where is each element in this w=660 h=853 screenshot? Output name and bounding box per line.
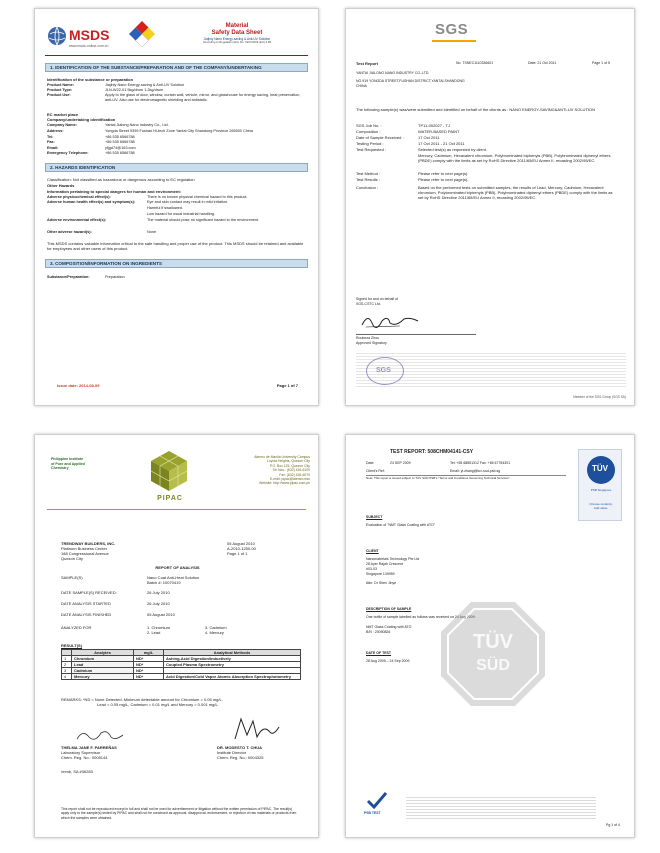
pipac-sig2-reg: Chem. Reg. No.: 0004325 — [217, 755, 264, 760]
sgs-signed-line2: SGS-CSTC Ltd. — [356, 302, 381, 306]
msds-page-number: Page 1 of 7 — [276, 383, 298, 388]
msds-issue-date: Issue date: 2014-08-09 — [57, 383, 100, 388]
sgs-row: Testing Period : 17 Oct 2011 - 21 Oct 2011 — [356, 141, 465, 146]
tuv-date-label: Date: — [366, 461, 375, 465]
sgs-signature-line — [356, 334, 476, 335]
sgs-logo-underline — [432, 40, 476, 42]
sgs-row: Test Requested : Selected test(s) as requested by client. — [356, 147, 487, 152]
pipac-sample-label: SAMPLE(S) — [61, 575, 83, 580]
sgs-row: Test Method : Please refer to next page(s). — [356, 171, 469, 176]
tuv-badge-emblem-icon: TÜV — [587, 456, 615, 484]
sgs-signer-name: Roubeza Zhou — [356, 336, 379, 340]
msds-logo-text: MSDS — [69, 27, 110, 43]
tuv-client-line: #03-03 — [366, 567, 377, 571]
tuv-badge — [578, 449, 622, 521]
pipac-started-value: 26 July 2010 — [147, 601, 170, 606]
tuv-document — [345, 434, 635, 838]
tuv-footer-fine-print — [406, 797, 596, 819]
tuv-client-heading: CLIENT — [366, 549, 379, 553]
tuv-email: Email: yi.zhang@tuv-sud-psb.sg — [450, 469, 501, 473]
msds-logo-site: www.msds-online.com.cn — [69, 44, 109, 48]
tuv-attn: Attn: Dr Shen Jinye — [366, 581, 397, 585]
msds-field-row: Low hazard for usual industrial handling. — [147, 212, 215, 216]
pipac-analyzed-item: 2. Lead — [147, 630, 161, 635]
pipac-remarks-line1: REMARKS: *ND = None Detected. Minimum detectable amount for Chromium = 0.05 mg/L, — [61, 697, 223, 702]
tuv-date-test-heading: DATE OF TEST — [366, 651, 392, 655]
tuv-page-number: Pg 1 of 4 — [605, 823, 620, 827]
tuv-date-test-value: 28 Aug 2009 – 24 Sep 2009 — [366, 659, 410, 663]
pipac-sig1-name: THELMA JANE F. PARREÑAS — [61, 745, 117, 750]
msds-field-row: Product Name: Jiajinly Nano Energy-saving & Anti-UV Solution — [47, 83, 185, 87]
sgs-row: Mercury, Cadmium, Hexavalent chromium, Polybrominated biphenyls (PBB), Polybrominated diphenyl ethers (PBDE) comply with the limits as set by RoHS Directive 2011/65/EU Annex II, recasting 2002/95/EC. — [418, 153, 611, 164]
tuv-ref-label: Client's Ref: — [366, 469, 385, 473]
psb-test-logo-icon — [366, 791, 388, 809]
pipac-sig2-title: Institute Director — [217, 750, 247, 755]
table-row: 1 Chromium ND* Ashing-Acid Digestion/Inductively — [62, 656, 301, 662]
msds-title-sub: Jiajinly Nano Energy-saving & Anti-UV Solution — [203, 37, 271, 41]
pipac-sig1-title: Laboratory Supervisor — [61, 750, 101, 755]
tuv-footer-left: PSB TEST — [364, 811, 381, 815]
msds-field-row: Address: Yongda Street 9399 Fushan Hi-tech Zone Yantai City Shandong Province 265500 China — [47, 129, 253, 133]
pipac-analyzed-item: 3. Cadmium — [205, 625, 227, 630]
pipac-client-addr2: 188 Congressional Avenue — [61, 551, 109, 556]
pipac-results-label: RESULT(S) — [61, 643, 83, 648]
msds-divider — [45, 55, 308, 56]
pipac-analyzed-item: 1. Chromium — [147, 625, 170, 630]
pipac-report-title: REPORT OF ANALYSIS — [155, 565, 200, 570]
pipac-page-number: Page 1 of 1 — [227, 551, 248, 556]
msds-sec1-sub: Identification of the substance or preparation — [47, 77, 134, 82]
table-row: 3 Cadmium ND* — [62, 668, 301, 674]
pipac-sig2-name: DR. MODESTO T. CHUA — [217, 745, 263, 750]
msds-field-row: Adverse human health effect(s) and symptom(s): Eye and skin contact may result in mild irritation. — [47, 200, 229, 204]
pipac-client-addr1: Platinum Business Center — [61, 546, 108, 551]
tuv-stamp-bottom: SÜD — [476, 657, 510, 674]
msds-field-row: Adverse physicochemical effect(s): There is no known physical chemical hazard to this product. — [47, 195, 248, 199]
pipac-cube-logo-icon — [147, 449, 191, 493]
msds-field-row: Adverse environmental effect(s): The material should pose no significant hazard to the environment. — [47, 218, 260, 222]
msds-section-3-heading: 3. COMPOSITION/INFORMATION ON INGREDIENTS — [45, 259, 308, 268]
tuv-desc-line: NMT Glass Coating with ATO — [366, 625, 412, 629]
tuv-subject-value: Evaluation of "NMT Glass Coating with ATO" — [366, 523, 436, 527]
sgs-signature-icon — [360, 311, 420, 331]
pipac-client-addr3: Quezon City — [61, 556, 84, 561]
sgs-row: Test Results : Please refer to next page(s). — [356, 177, 469, 182]
pipac-finished-value: 05 August 2010 — [147, 612, 175, 617]
tuv-tel: Tel: +65 68851312 Fax: +65 67784301 — [450, 461, 511, 465]
sgs-report-no: No. TSNEC1110336601 — [456, 61, 494, 65]
sgs-row: Date of Sample Received : 17 Oct 2011 — [356, 135, 440, 140]
sgs-document — [345, 8, 635, 406]
tuv-client-line: 28 Ayer Rajah Crescent — [366, 562, 403, 566]
pipac-analyzed-label: ANALYZED FOR — [61, 625, 92, 630]
sgs-logo — [432, 19, 476, 41]
pipac-date: 05 August 2010 — [227, 541, 255, 546]
tuv-badge-small: PSB Singapore — [590, 488, 612, 492]
msds-field-row: Fax: +86 535 6566788 — [47, 140, 135, 144]
globe-icon — [47, 25, 67, 49]
pipac-received-label: DATE SAMPLE(S) RECEIVED: — [61, 590, 117, 595]
sgs-signer-title: Approved Signatory — [356, 341, 387, 345]
tuv-client-line: Nanomaterials Technology Pte Ltd — [366, 557, 420, 561]
tuv-desc-line: B/N : 20090826 — [366, 630, 391, 634]
sgs-logo-text: SGS — [435, 21, 469, 38]
msds-title — [167, 23, 307, 45]
pipac-received-value: 26 July 2010 — [147, 590, 170, 595]
pipac-header-divider — [47, 509, 306, 510]
sgs-footer-member: Member of the SGS Group (SGS SA) — [573, 395, 626, 399]
msds-field-row: Company Name: Yantai Jialong Nano Industry Co., Ltd. — [47, 123, 169, 127]
tuv-desc-line: One bottle of sample labelled as follows was received on 24 Aug 2009: — [366, 615, 476, 619]
tuv-note: Note: This report is issued subject to TÜV SÜD PSB's "Terms and Conditions Governing Technical Services". — [366, 476, 511, 480]
table-row: 2 Lead ND* Coupled Plasma Spectrometry — [62, 662, 301, 668]
table-row: 4 Mercury ND* Acid Digestion/Cold Vapor Atomic Absorption Spectrophotometry — [62, 674, 301, 680]
sgs-address-1: NO.919 YONGDA STREET,FUSHAN DISTRICT,YANTAI,SHANDONG — [356, 79, 465, 83]
msds-ec-heading: EC market place — [47, 112, 79, 117]
sgs-intro: The following sample(s) was/were submitted and identified on behalf of the clients as : NANO ENERGY-SAVING&ANTI-UV SOLUTION — [356, 107, 595, 112]
msds-classification: Classification: Not classified as hazardous or dangerous according to EC regulation — [47, 177, 195, 182]
pipac-finished-label: DATE ANALYSIS FINISHED — [61, 612, 112, 617]
msds-field-row: Other adverse hazard(s): None — [47, 230, 157, 234]
sgs-row: SGS Job No. : TP11-002027 - TJ — [356, 123, 450, 128]
tuv-title: TEST REPORT: 508CHM04141-CSY — [390, 449, 474, 455]
msds-section-2-heading: 2. HAZARDS IDENTIFICATION — [45, 163, 308, 172]
msds-field-row: Email: ytjgd74@163.com — [47, 146, 136, 150]
pipac-sample-batch: Batch #: 10070419 — [147, 580, 181, 585]
msds-other-hazards: Other Hazards — [47, 183, 75, 188]
msds-field-row: Product Type: JLN-W22-01 5kg/drum 1.2kg/drum — [47, 88, 164, 92]
pipac-contact: Ateneo de Manila University Campus Loyola Heights, Quezon City P.O. Box 125, Quezon City Tel Nos.: (632) 426-6100 Fax: (632) 426-6070 E-mail: pipac@ateneo.edu Website: http://www.pipac.com.ph — [254, 455, 310, 486]
msds-field-row: Harmful if swallowed. — [147, 206, 183, 210]
table-row: Analytes mg/L Analytical Methods — [62, 650, 301, 656]
pipac-analyzed-item: 4. Mercury — [205, 630, 224, 635]
msds-title-line1: Material — [225, 23, 249, 29]
msds-title-sub2: According to Regulation (EC) No. 1907/2006 (EU) 2.99 — [202, 40, 272, 44]
sgs-signed-line1: Signed for and on behalf of — [356, 297, 399, 301]
msds-ec-sub: Company/undertaking identification — [47, 117, 116, 122]
sgs-company: YANTAI JIALONG NANO INDUSTRY CO.,LTD. — [356, 71, 430, 75]
pipac-document — [34, 434, 319, 838]
pipac-results-table — [61, 649, 301, 680]
pipac-footer: This report shall not be reproduced except in full and shall not be used for advertisement or litigation without the written permission of PIPAC. The result(s) apply only to the sample(s) tested by PIPAC and shall not be construed as approval, disapproval, endorsement, or rejection of raw materials or products from which the samples were obtained. — [61, 807, 297, 820]
pipac-signature-2-icon — [231, 715, 281, 743]
msds-field-row: Product Use: Apply to the glass of door, window, curtain wall, vehicle, mirror, and glasshouse for energy saving, heat preservation, anti-UV. Also use for electromagnetic shielding and antistatic. — [47, 93, 301, 102]
msds-title-line2: Safety Data Sheet — [211, 30, 263, 36]
pipac-client: TRENDWAY BUILDERS, INC. — [61, 541, 116, 546]
pipac-ref-no: /mmb, SA #36283 — [61, 769, 93, 774]
tuv-date-value: 24 SEP 2009 — [390, 461, 411, 465]
tuv-subject-heading: SUBJECT — [366, 515, 383, 519]
tuv-octagon-stamp-icon — [438, 599, 548, 709]
pipac-remarks-line2: Lead = 0.05 mg/L, Cadmium = 0.01 mg/L and Mercury = 0.001 mg/L. — [97, 702, 219, 707]
sgs-row: Conclusion : Based on the performed tests on submitted samples, the results of Lead, Mercury, Cadmium, Hexavalent chromium, Polybrominated biphenyls (PBB), Polybrominated diphenyl ethers (PBDE) comply with the limits as set by RoHS Directive 2011/65/EU Annex II, recasting 2002/95/EC. — [356, 185, 613, 201]
msds-field-row: Emergency Telephone: +86 535 6566788 — [47, 151, 135, 155]
msds-note: This MSDS contains valuable information critical to the safe handling and proper use of the product. This MSDS should be retained and available for employees and other users of this product. — [47, 241, 304, 252]
pipac-started-label: DATE ANALYSIS STARTED — [61, 601, 111, 606]
sgs-report-date: Date: 21 Oct 2011 — [528, 61, 557, 65]
pipac-signature-1-icon — [75, 725, 125, 745]
pipac-logo-text: PIPAC — [157, 495, 183, 502]
tuv-client-line: Singapore 139959 — [366, 572, 395, 576]
sgs-row: Composition : WATER-BASED PAINT — [356, 129, 460, 134]
pipac-institute: Philippine Institute of Pure and Applied Chemistry — [51, 457, 85, 471]
sgs-stamp: SGS — [366, 357, 404, 385]
nfpa-diamond-icon — [129, 21, 155, 47]
tuv-stamp-top: TÜV — [473, 631, 513, 653]
msds-field-row: Tel: +86 535 6566788 — [47, 135, 135, 139]
tuv-desc-heading: DESCRIPTION OF SAMPLE — [366, 607, 412, 611]
msds-logo — [47, 23, 117, 51]
sgs-page-number: Page 1 of 5 — [592, 61, 610, 65]
pipac-sig1-reg: Chem. Reg. No.: 0005144 — [61, 755, 108, 760]
sgs-address-2: CHINA — [356, 84, 367, 88]
msds-document — [34, 8, 319, 406]
pipac-sample-value: Nano Coat Anti-Heat Solution — [147, 575, 200, 580]
msds-info-heading: Information pertaining to special dangers for human and environment: — [47, 189, 182, 194]
sgs-report-label: Test Report — [356, 61, 378, 66]
msds-field-row: Substance/Preparation: Preparation — [47, 275, 125, 279]
tuv-badge-text: Choose certainty. Add value. — [589, 502, 613, 510]
pipac-ref: A-2010-1250-00 — [227, 546, 256, 551]
msds-section-1-heading: 1. IDENTIFICATION OF THE SUBSTANCE/PREPARATION AND OF THE COMPANY/UNDERTAKING — [45, 63, 308, 72]
